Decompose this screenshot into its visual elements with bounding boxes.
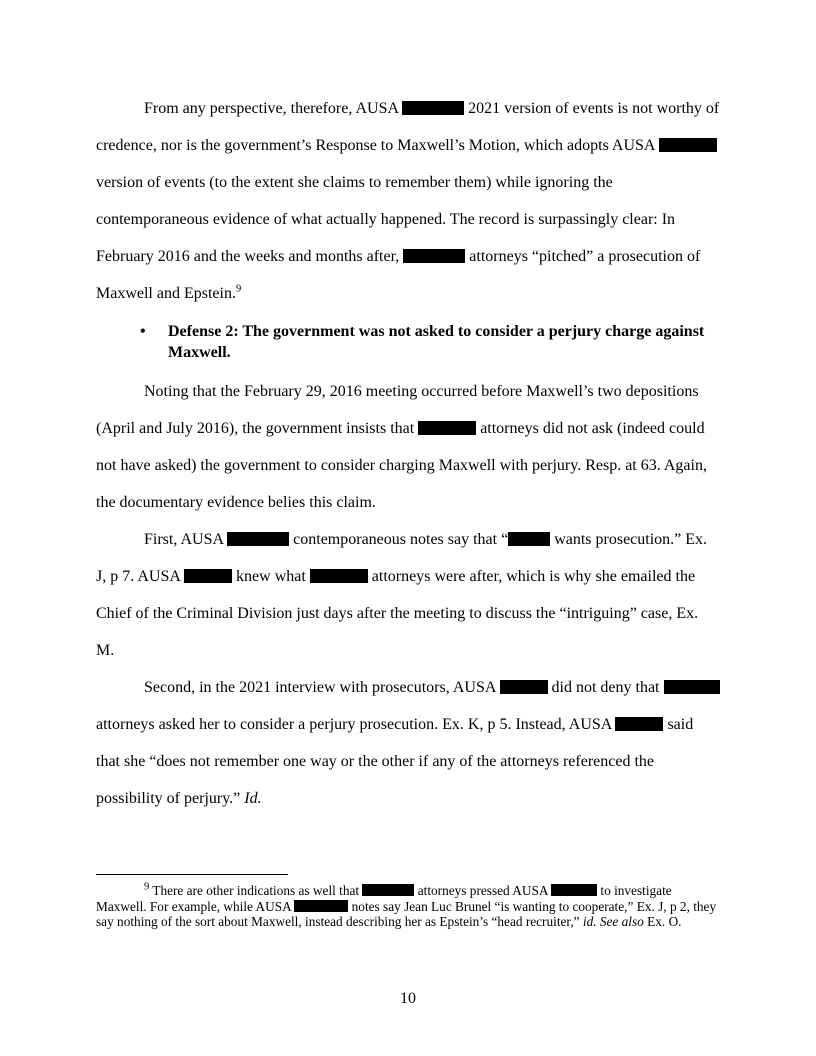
text-run: There are other indications as well that xyxy=(149,883,363,898)
text-run: attorneys asked her to consider a perjury prosecution. Ex. K, p 5. Instead, AUSA xyxy=(96,716,616,733)
bullet-text xyxy=(168,321,720,363)
text-run: 2021 version of events is not worthy of credence, nor is the government’s Response to Maxwell’s Motion, which adopts AUSA xyxy=(96,100,720,154)
text-run: Ex. O. xyxy=(643,914,682,930)
paragraph xyxy=(96,521,720,669)
text-run: wants prosecution.” Ex. J, p 7. AUSA xyxy=(96,531,708,585)
text-run: said that she “does not remember one way or the other if any of the attorneys referenced the possibility of perjury.” xyxy=(96,716,694,807)
paragraph xyxy=(96,669,720,817)
footnote-reference: 9 xyxy=(235,283,242,295)
paragraph xyxy=(96,90,720,312)
redaction-bar xyxy=(403,249,465,263)
text-run: knew what xyxy=(232,568,310,585)
redaction-bar xyxy=(615,717,663,731)
text-run: Second, in the 2021 interview with prosecutors, AUSA xyxy=(144,679,500,696)
text-run: From any perspective, therefore, AUSA xyxy=(144,100,403,117)
italic-text: See also xyxy=(599,914,644,930)
redaction-bar xyxy=(184,569,232,583)
footnote-separator xyxy=(96,874,288,875)
redaction-bar xyxy=(310,569,368,583)
text-run: to investigate Maxwell. For example, while AUSA xyxy=(96,883,672,914)
text-run: contemporaneous notes say that “ xyxy=(289,531,509,548)
redaction-bar xyxy=(362,884,414,896)
document-body xyxy=(96,90,720,817)
text-run: version of events (to the extent she claims to remember them) while ignoring the contemporaneous evidence of what actually happened. The record is surpassingly clear: In February 2016 and the weeks and months after, xyxy=(96,174,676,265)
text-run: Noting that the February 29, 2016 meeting occurred before Maxwell’s two depositions (April and July 2016), the government insists that xyxy=(96,383,699,437)
bullet-icon: • xyxy=(140,323,146,340)
footnote-area xyxy=(96,874,720,930)
text-run: attorneys did not ask (indeed could not have asked) the government to consider charging Maxwell with perjury. Resp. at 63. Again, the documentary evidence belies this claim. xyxy=(96,420,707,511)
bold-text: Defense 2: The government was not asked to consider a perjury charge against Maxwell. xyxy=(168,323,705,361)
redaction-bar xyxy=(664,680,720,694)
italic-text: id. xyxy=(582,914,597,930)
redaction-bar xyxy=(508,532,550,546)
text-run: notes say Jean Luc Brunel “is wanting to cooperate,” Ex. J, p 2, they say nothing of the sort about Maxwell, instead describing her as Epstein’s “head recruiter,” xyxy=(96,898,717,930)
text-run: attorneys pressed AUSA xyxy=(414,883,552,898)
page-number: 10 xyxy=(400,990,416,1007)
redaction-bar xyxy=(418,421,476,435)
bullet-item xyxy=(140,321,720,363)
text-run: First, AUSA xyxy=(144,531,228,548)
italic-text: Id. xyxy=(244,790,262,807)
redaction-bar xyxy=(500,680,548,694)
footnote-reference: 9 xyxy=(144,881,150,893)
redaction-bar xyxy=(551,884,597,896)
redaction-bar xyxy=(227,532,289,546)
redaction-bar xyxy=(659,138,717,152)
redaction-bar xyxy=(294,900,348,912)
footnote-text xyxy=(96,883,720,930)
redaction-bar xyxy=(402,101,464,115)
text-run: attorneys were after, which is why she emailed the Chief of the Criminal Division just days after the meeting to discuss the “intriguing” case, Ex. M. xyxy=(96,568,699,659)
paragraph xyxy=(96,373,720,521)
text-run: did not deny that xyxy=(547,679,664,696)
text-run: attorneys “pitched” a prosecution of Maxwell and Epstein. xyxy=(96,248,701,302)
